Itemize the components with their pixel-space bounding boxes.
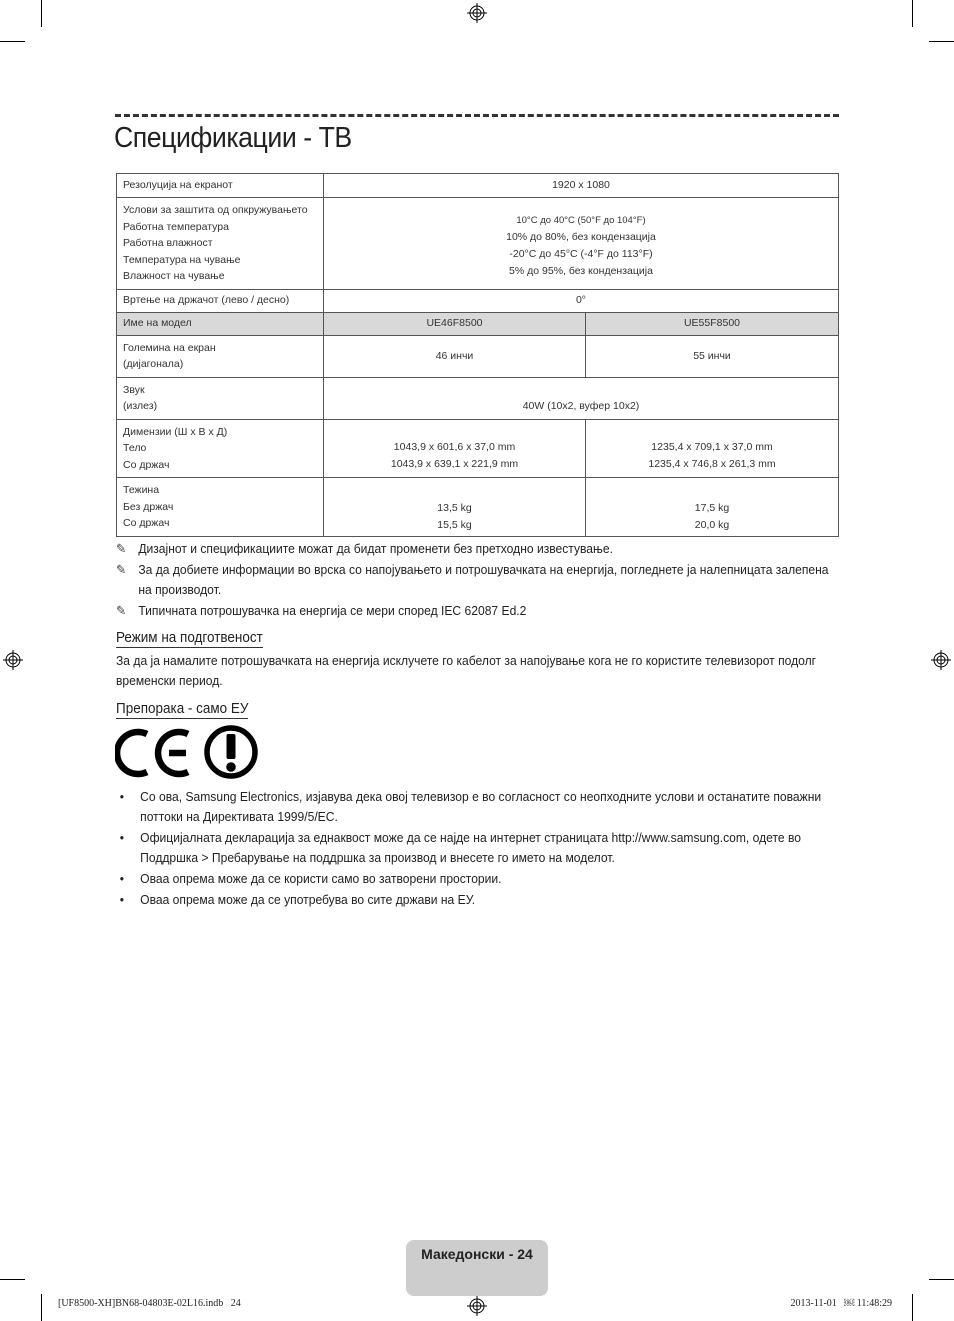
crop-mark xyxy=(41,1294,42,1321)
notes-list xyxy=(116,539,837,622)
crop-mark xyxy=(912,0,913,27)
pencil-icon: ✎ xyxy=(116,603,127,618)
crop-mark xyxy=(929,41,954,42)
note-item: ✎ Дизајнот и спецификациите можат да бидат променети без претходно известување. xyxy=(116,539,837,559)
pencil-icon: ✎ xyxy=(116,541,127,556)
row-label: Звук (излез) xyxy=(117,377,324,419)
row-label: Име на модел xyxy=(117,312,324,335)
model-value: UE55F8500 xyxy=(586,312,839,335)
note-item: ✎ За да добиете информации во врска со напојувањето и потрошувачката на енергија, погледнете ја налепницата залепена на производот. xyxy=(116,562,829,597)
environment-values: 10°C до 40°C (50°F до 104°F) 10% до 80%, без кондензација -20°C до 45°C (-4°F до 113°F) 5% до 95%, без кондензација xyxy=(324,198,839,290)
alert-mark-icon xyxy=(203,724,259,780)
model-value: UE46F8500 xyxy=(324,312,586,335)
page-title: Спецификации - ТВ xyxy=(114,122,352,154)
registration-mark-icon xyxy=(931,650,951,670)
row-label: Димензии (Ш x В x Д) Тело Со држач xyxy=(117,419,324,478)
eu-bullet-list xyxy=(116,787,841,911)
table-row xyxy=(117,377,839,419)
registration-mark-icon xyxy=(467,3,487,23)
table-row xyxy=(117,419,839,478)
row-label: Големина на екран (дијагонала) xyxy=(117,335,324,377)
eu-heading: Препорака - само ЕУ xyxy=(116,701,249,717)
row-label: Вртење на држачот (лево / десно) xyxy=(117,289,324,312)
weight-value: 17,5 kg 20,0 kg xyxy=(586,478,839,537)
pencil-icon: ✎ xyxy=(116,562,127,577)
row-label: Услови за заштита од опкружувањето Работна температура Работна влажност Температура на чување Влажност на чување xyxy=(117,198,324,290)
resolution-value: 1920 x 1080 xyxy=(324,174,839,198)
table-row xyxy=(117,335,839,377)
table-row xyxy=(117,174,839,198)
dimensions-value: 1235,4 x 709,1 x 37,0 mm 1235,4 x 746,8 x 261,3 mm xyxy=(586,419,839,478)
spec-table xyxy=(116,173,839,537)
note-item: ✎ Типичната потрошувачка на енергија се мери според IEC 62087 Ed.2 xyxy=(116,601,837,621)
crop-mark xyxy=(912,1294,913,1321)
sound-value: 40W (10x2, вуфер 10x2) xyxy=(324,377,839,419)
page-number: Македонски - 24 xyxy=(421,1246,533,1262)
swivel-value: 0° xyxy=(324,289,839,312)
footer-file-info: [UF8500-XH]BN68-04803E-02L16.indb 24 xyxy=(58,1298,241,1309)
table-row xyxy=(117,312,839,335)
row-label: Тежина Без држач Со држач xyxy=(117,478,324,537)
standby-text: За да ја намалите потрошувачката на енергија исклучете го кабелот за напојување кога не го користите телевизорот подолг временски период. xyxy=(116,653,817,688)
crop-mark xyxy=(0,1279,25,1280)
list-item: • Оваа опрема може да се користи само во затворени простории. xyxy=(119,871,502,886)
table-row xyxy=(117,478,839,537)
registration-mark-icon xyxy=(467,1296,487,1316)
footer-timestamp: 2013-11-01 ￼ 11:48:29 xyxy=(790,1298,892,1309)
screen-size-value: 46 инчи xyxy=(324,335,586,377)
list-item: • Официјалната декларација за еднаквост може да се најде на интернет страницата http://www.samsung.com, одете во Поддршка > Пребарување на поддршка за производ и внесете го името на моделот. xyxy=(119,830,801,865)
dimensions-value: 1043,9 x 601,6 x 37,0 mm 1043,9 x 639,1 x 221,9 mm xyxy=(324,419,586,478)
table-row xyxy=(117,198,839,290)
ce-mark-icon xyxy=(115,726,193,780)
table-row xyxy=(117,289,839,312)
list-item: • Оваа опрема може да се употребува во сите држави на ЕУ. xyxy=(119,892,476,907)
weight-value: 13,5 kg 15,5 kg xyxy=(324,478,586,537)
registration-mark-icon xyxy=(3,650,23,670)
list-item: • Со ова, Samsung Electronics, изјавува дека овој телевизор е во согласност со неопходните услови и останатите поважни поттоки на Директивата 1999/5/EC. xyxy=(119,789,822,824)
title-divider xyxy=(115,114,839,117)
crop-mark xyxy=(929,1279,954,1280)
crop-mark xyxy=(41,0,42,27)
screen-size-value: 55 инчи xyxy=(586,335,839,377)
row-label: Резолуција на екранот xyxy=(117,174,324,198)
crop-mark xyxy=(0,41,25,42)
standby-heading: Режим на подготвеност xyxy=(116,630,263,646)
